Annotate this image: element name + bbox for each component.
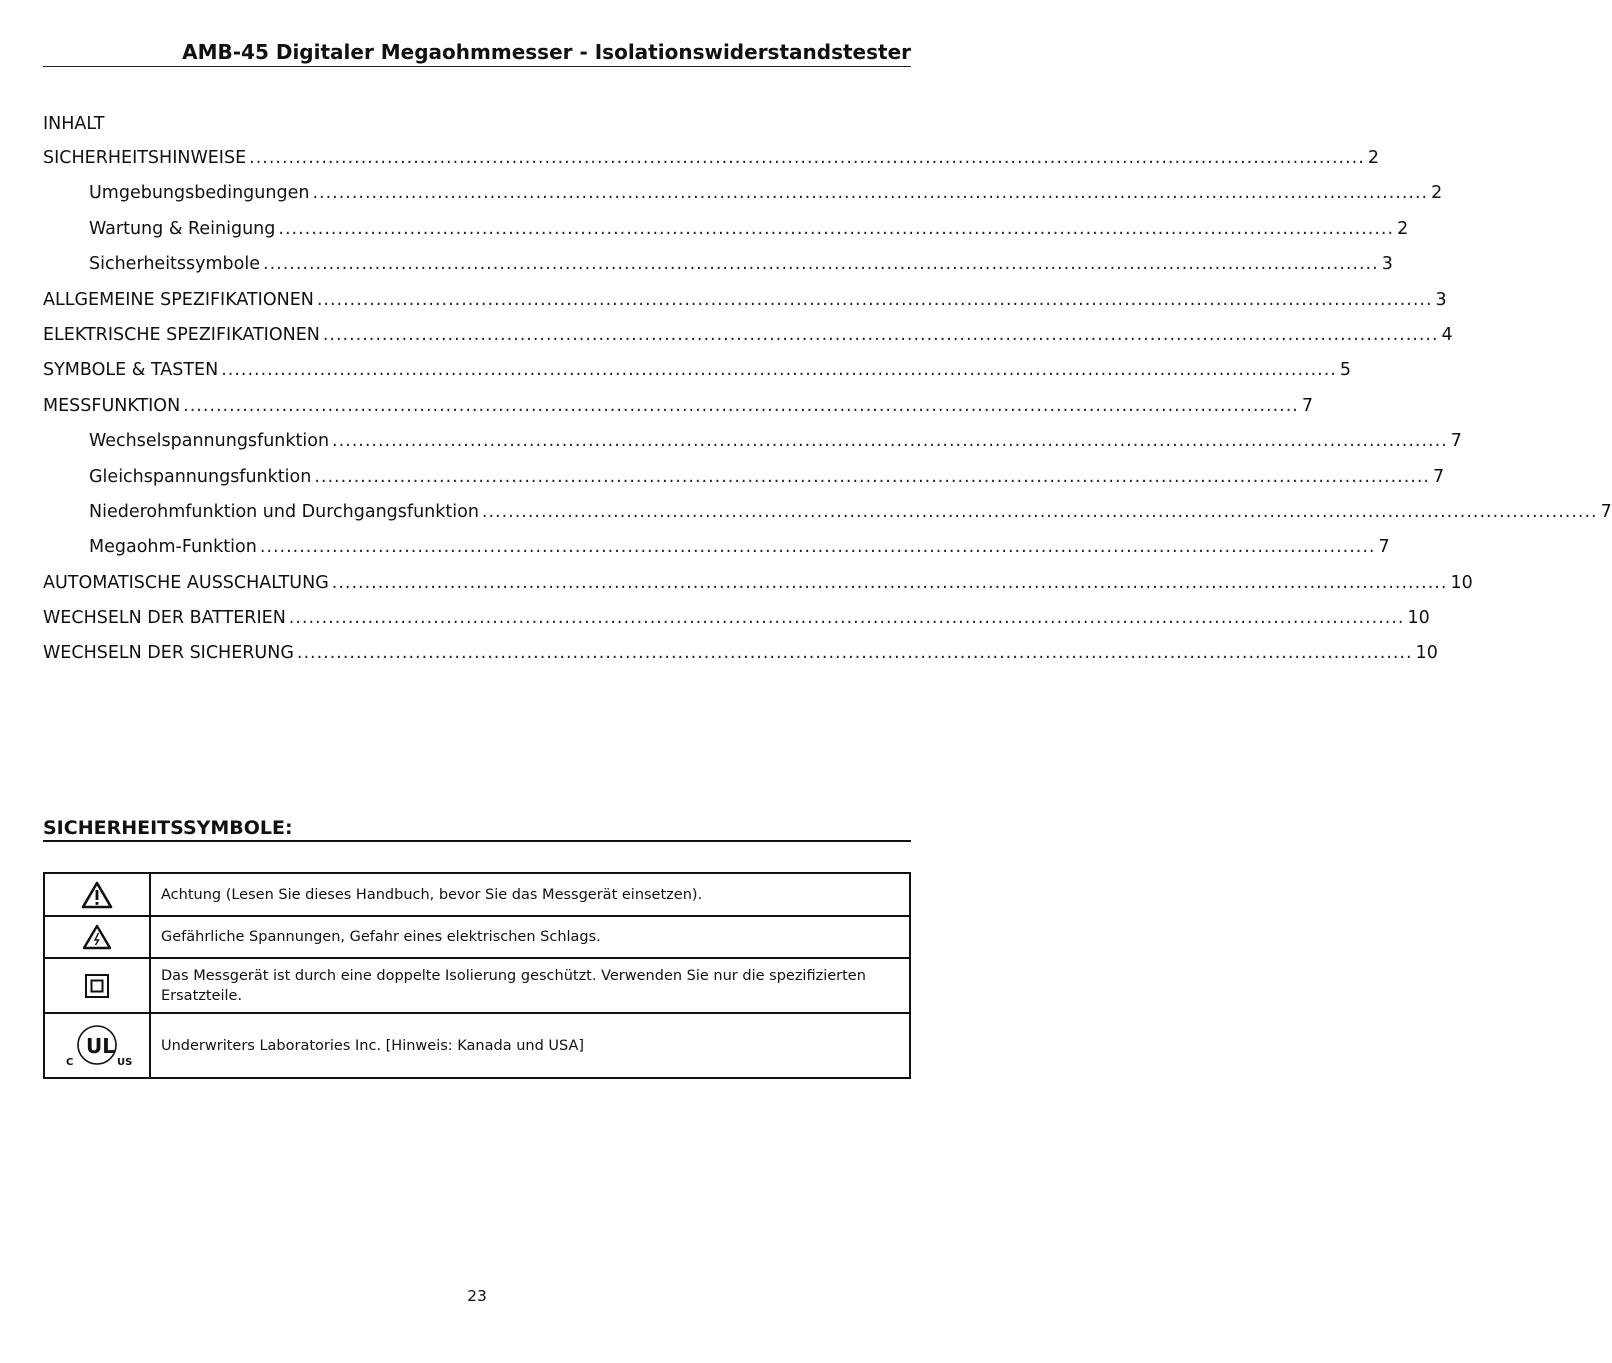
toc-entry-label: MESSFUNKTION bbox=[43, 395, 181, 416]
toc-dot-leader: .......................................................................................................................................................................... bbox=[331, 572, 1448, 593]
toc-entry[interactable] bbox=[43, 252, 1393, 287]
toc-dot-leader: .......................................................................................................................................................................... bbox=[278, 218, 1395, 239]
toc-entry-page: 2 bbox=[1431, 183, 1443, 204]
toc-entry-label: ELEKTRISCHE SPEZIFIKATIONEN bbox=[43, 324, 320, 345]
toc-entry[interactable] bbox=[43, 358, 1352, 393]
toc-entry-label: Sicherheitssymbole bbox=[89, 254, 261, 275]
toc-entry-label: SICHERHEITSHINWEISE bbox=[43, 148, 247, 168]
symbol-description: Gefährliche Spannungen, Gefahr eines elektrischen Schlags. bbox=[150, 916, 910, 958]
toc-dot-leader: .......................................................................................................................................................................... bbox=[481, 501, 1598, 522]
table-row bbox=[44, 1013, 910, 1078]
toc-dot-leader: .......................................................................................................................................................................... bbox=[249, 148, 1365, 168]
toc-entry-label: AUTOMATISCHE AUSSCHALTUNG bbox=[43, 572, 329, 593]
toc-entry-page: 2 bbox=[1397, 218, 1409, 239]
table-row bbox=[44, 873, 910, 916]
toc-dot-leader: .......................................................................................................................................................................... bbox=[288, 608, 1405, 629]
toc-entry-page: 3 bbox=[1435, 289, 1447, 310]
toc-entry-page: 5 bbox=[1339, 360, 1352, 381]
table-row bbox=[44, 958, 910, 1013]
toc-dot-leader: .......................................................................................................................................................................... bbox=[183, 395, 1299, 416]
toc-entry[interactable] bbox=[43, 535, 1390, 570]
toc-dot-leader: .......................................................................................................................................................................... bbox=[332, 431, 1448, 452]
toc-dot-leader: .......................................................................................................................................................................... bbox=[316, 289, 1433, 310]
toc-dot-leader: .......................................................................................................................................................................... bbox=[312, 183, 1429, 204]
toc-dot-leader: .......................................................................................................................................................................... bbox=[259, 537, 1376, 558]
symbol-cell bbox=[44, 916, 150, 958]
toc-entry[interactable] bbox=[43, 500, 1612, 535]
section-divider bbox=[43, 840, 911, 842]
toc-entry-page: 10 bbox=[1415, 643, 1438, 664]
toc-entry[interactable] bbox=[43, 146, 1379, 181]
ul-mark-c: C bbox=[66, 1056, 74, 1068]
double-insulation-icon bbox=[84, 973, 110, 999]
toc-entry[interactable] bbox=[43, 394, 1313, 429]
toc-entry-page: 7 bbox=[1301, 395, 1313, 416]
toc-entry[interactable] bbox=[43, 429, 1462, 464]
toc-entry-label: WECHSELN DER BATTERIEN bbox=[43, 608, 286, 629]
table-row bbox=[44, 916, 910, 958]
symbol-cell bbox=[44, 873, 150, 916]
toc-dot-leader: .......................................................................................................................................................................... bbox=[263, 254, 1379, 275]
page-number: 23 bbox=[467, 1287, 487, 1305]
toc-entry-page: 2 bbox=[1367, 148, 1379, 168]
toc-entry-page: 10 bbox=[1450, 572, 1473, 593]
toc-entry-label: Wartung & Reinigung bbox=[89, 218, 276, 239]
toc-entry-label: Gleichspannungsfunktion bbox=[89, 466, 312, 487]
toc-entry[interactable] bbox=[43, 571, 1473, 606]
toc-entry[interactable] bbox=[43, 217, 1409, 252]
toc-entry[interactable] bbox=[43, 606, 1430, 641]
symbol-description: Achtung (Lesen Sie dieses Handbuch, bevor Sie das Messgerät einsetzen). bbox=[150, 873, 910, 916]
toc-dot-leader: .......................................................................................................................................................................... bbox=[322, 324, 1439, 345]
ul-listed-mark-icon bbox=[62, 1023, 132, 1069]
ul-mark-ul: UL bbox=[86, 1033, 115, 1058]
toc-dot-leader: .......................................................................................................................................................................... bbox=[314, 466, 1430, 487]
toc-entry-label: Umgebungsbedingungen bbox=[89, 183, 310, 204]
toc-entry[interactable] bbox=[43, 641, 1438, 676]
toc-entry-label: Megaohm-Funktion bbox=[89, 537, 257, 558]
toc-entry[interactable] bbox=[43, 465, 1445, 500]
toc-entry-label: Niederohmfunktion und Durchgangsfunktion bbox=[89, 501, 479, 522]
safety-symbols-title: SICHERHEITSSYMBOLE: bbox=[43, 817, 293, 839]
toc-entry-page: 7 bbox=[1450, 431, 1462, 452]
toc-entry[interactable] bbox=[43, 181, 1443, 216]
warning-triangle-icon bbox=[81, 881, 113, 909]
toc-entry[interactable] bbox=[43, 288, 1447, 323]
toc-entry-page: 7 bbox=[1432, 466, 1445, 487]
symbol-cell bbox=[44, 1013, 150, 1078]
toc-entry-page: 7 bbox=[1600, 501, 1612, 522]
toc-entry-label: SYMBOLE & TASTEN bbox=[43, 360, 219, 381]
symbol-description: Underwriters Laboratories Inc. [Hinweis: Kanada und USA] bbox=[150, 1013, 910, 1078]
safety-symbols-table bbox=[43, 872, 911, 1079]
toc-entry[interactable] bbox=[43, 323, 1453, 358]
symbol-description: Das Messgerät ist durch eine doppelte Isolierung geschützt. Verwenden Sie nur die spezifizierten Ersatzteile. bbox=[150, 958, 910, 1013]
toc-entry-label: WECHSELN DER SICHERUNG bbox=[43, 643, 294, 664]
toc-dot-leader: .......................................................................................................................................................................... bbox=[221, 360, 1337, 381]
toc-entry-label: ALLGEMEINE SPEZIFIKATIONEN bbox=[43, 289, 314, 310]
toc-entry-page: 3 bbox=[1381, 254, 1393, 275]
toc-entry-page: 10 bbox=[1407, 608, 1430, 629]
toc-dot-leader: .......................................................................................................................................................................... bbox=[296, 643, 1413, 664]
toc-entry-label: Wechselspannungsfunktion bbox=[89, 431, 330, 452]
toc-entry-page: 4 bbox=[1441, 324, 1453, 345]
toc-entry-page: 7 bbox=[1378, 537, 1390, 558]
header-divider bbox=[43, 66, 911, 67]
ul-mark-us: US bbox=[117, 1056, 133, 1068]
symbol-cell bbox=[44, 958, 150, 1013]
table-of-contents bbox=[43, 146, 1612, 677]
high-voltage-triangle-icon bbox=[82, 924, 112, 950]
toc-heading: INHALT bbox=[43, 114, 105, 134]
document-title: AMB-45 Digitaler Megaohmmesser - Isolationswiderstandstester bbox=[182, 40, 911, 64]
